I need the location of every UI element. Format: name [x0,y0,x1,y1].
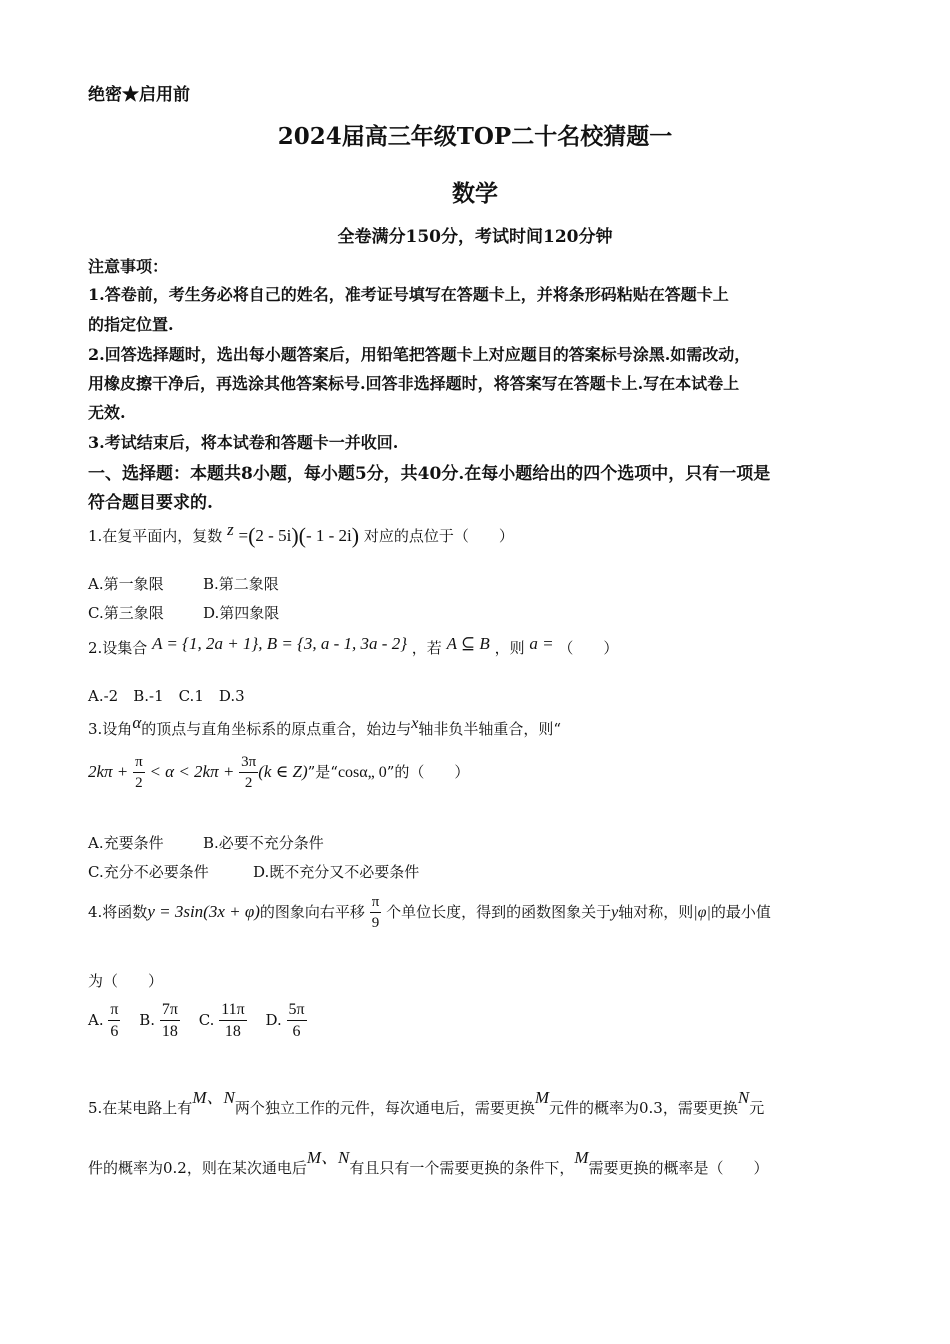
q4-option-c-label: C. [198,1011,215,1029]
q4-option-c [219,1002,246,1040]
exam-info: 全卷满分150分，考试时间120分钟 [337,227,613,247]
q4-option-b-label: B. [139,1011,156,1029]
q1-lparen: ( [248,523,256,548]
q5-mid-3: 元 [749,1099,765,1117]
q3-option-a: A.充要条件 [88,834,164,852]
note-3: 3.考试结束后，将本试卷和答题卡一并收回. [88,433,399,452]
q2-prefix: 2.设集合 [88,639,148,657]
q3-mid-1: 的顶点与直角坐标系的原点重合，始边与 [141,720,412,738]
q4-mid-3: 轴对称，则 [618,903,694,921]
q3-frac-3pi-2 [239,755,258,791]
q4-option-a-label: A. [88,1011,104,1029]
q3-kz: (k ∈ Z) [258,762,308,781]
question-3-line-1 [88,713,561,739]
q4-suffix: 的最小值 [710,903,771,921]
q2-ask: a = [529,634,554,653]
q3-mid-2: 轴非负半轴重合，则“ [418,720,562,738]
q5-mid-1: 两个独立工作的元件，每次通电后，需要更换 [234,1099,535,1117]
note-2-line-1: 2.回答选择题时，选出每小题答案后，用铅笔把答题卡上对应题目的答案标号涂黑.如需改动， [88,345,751,364]
q3-frac2-num: 3π [239,755,258,773]
q4-a-den: 6 [110,1023,119,1040]
q3-condition: cosα„ 0 [337,764,387,781]
q4-option-d [287,1002,307,1040]
q3-x: x [411,715,419,732]
q4-b-den: 18 [161,1023,178,1040]
section-heading-line-2: 符合题目要求的. [88,493,213,513]
q4-c-den: 18 [224,1023,241,1040]
q1-option-d: D.第四象限 [203,604,280,622]
q4-function: y = 3sin(3x + φ) [147,902,260,921]
q5-m-2: M [574,1148,589,1167]
q5-mn-2: M、N [306,1148,350,1167]
q3-frac-num: π [133,755,145,773]
q4-shift-fraction [370,895,382,931]
q1-option-a: A.第一象限 [88,575,164,593]
note-2-line-3: 无效. [88,403,126,422]
q3-frac2-den: 2 [244,775,253,791]
q4-prefix: 4.将函数 [88,903,148,921]
question-1 [88,520,514,549]
q4-option-b [160,1002,180,1040]
q4-shift-num: π [370,895,382,913]
q4-mid-1: 的图象向右平移 [259,903,365,921]
question-5-line-1 [88,1076,764,1120]
q1-option-b: B.第二象限 [203,575,279,593]
q3-option-d: D.既不充分又不必要条件 [253,863,420,881]
q5-prefix: 5.在某电路上有 [88,1099,193,1117]
q3-alpha: α [132,713,142,732]
q4-d-num: 5π [287,1002,307,1021]
q3-prefix: 3.设角 [88,720,133,738]
q5-line2-c: 需要更换的概率是（ ） [588,1159,769,1177]
q2-mid-2: ，则 [494,639,525,657]
q3-ineq-right: < α < 2kπ + [149,762,235,781]
q2-set-b: , B = {3, a - 1, 3a - 2} [258,634,407,653]
q3-frac-den: 2 [135,775,143,791]
q3-option-b: B.必要不充分条件 [203,834,324,852]
q1-rparen-2: ) [351,523,360,548]
q4-a-num: π [108,1002,120,1021]
question-5-line-2 [88,1136,769,1180]
q1-suffix: 对应的点位于（ ） [363,527,514,545]
q4-c-num: 11π [219,1002,246,1021]
q4-option-a [108,1002,120,1040]
q4-shift-den: 9 [371,915,380,931]
q2-options: A.-2 B.-1 C.1 D.3 [88,687,245,705]
q1-factor-2: - 1 - 2i [305,526,352,545]
question-3-line-2 [88,750,469,794]
subject-title: 数学 [452,180,498,207]
q4-option-d-label: D. [265,1011,282,1029]
section-heading-line-1: 一、选择题：本题共8小题，每小题5分，共40分.在每小题给出的四个选项中，只有一项是 [88,464,771,484]
secret-mark: 绝密★启用前 [88,85,190,105]
q1-prefix: 1.在复平面内，复数 [88,527,223,545]
q1-lparen-2: ( [298,523,306,548]
notes-heading: 注意事项： [88,257,169,276]
q5-mid-2: 元件的概率为0.3，需要更换 [549,1099,738,1117]
q4-d-den: 6 [292,1023,301,1040]
q5-m: M [534,1088,549,1107]
q2-suffix: （ ） [558,639,619,657]
q2-relation: A ⊆ B [446,634,490,653]
q4-phi: |φ| [693,904,711,921]
q2-mid: ，若 [411,639,442,657]
note-1-line-2: 的指定位置. [88,315,174,334]
note-1-line-1: 1.答卷前，考生务必将自己的姓名，准考证号填写在答题卡上，并将条形码粘贴在答题卡上 [88,285,729,304]
q4-y: y [611,904,619,921]
q1-factor-1: 2 - 5i [255,526,292,545]
question-4-line-1 [88,890,771,934]
q1-z: z [227,520,234,539]
q3-option-c: C.充分不必要条件 [88,863,209,881]
q4-options [88,995,307,1045]
q1-eq: = [238,526,249,545]
q3-suffix: ”的（ ） [386,763,470,781]
note-2-line-2: 用橡皮擦干净后，再选涂其他答案标号.回答非选择题时，将答案写在答题卡上.写在本试卷上 [88,374,740,393]
question-2 [88,634,618,658]
q1-rparen: ) [291,523,299,548]
q4-b-num: 7π [160,1002,180,1021]
q2-set-a: A = {1, 2a + 1} [152,634,259,653]
q1-option-c: C.第三象限 [88,604,164,622]
q3-ineq-left: 2kπ + [88,762,129,781]
q3-frac-pi-2 [133,755,145,791]
q5-n: N [737,1088,750,1107]
exam-title: 2024届高三年级TOP二十名校猜题一 [277,123,673,150]
q3-mid-3: ”是“ [307,763,338,781]
q5-line2-a: 件的概率为0.2，则在某次通电后 [88,1159,307,1177]
q4-mid-2: 个单位长度，得到的函数图象关于 [386,903,612,921]
question-4-line-2: 为（ ） [88,972,164,990]
q5-mn: M、N [192,1088,235,1107]
q5-line2-b: 有且只有一个需要更换的条件下， [349,1159,575,1177]
